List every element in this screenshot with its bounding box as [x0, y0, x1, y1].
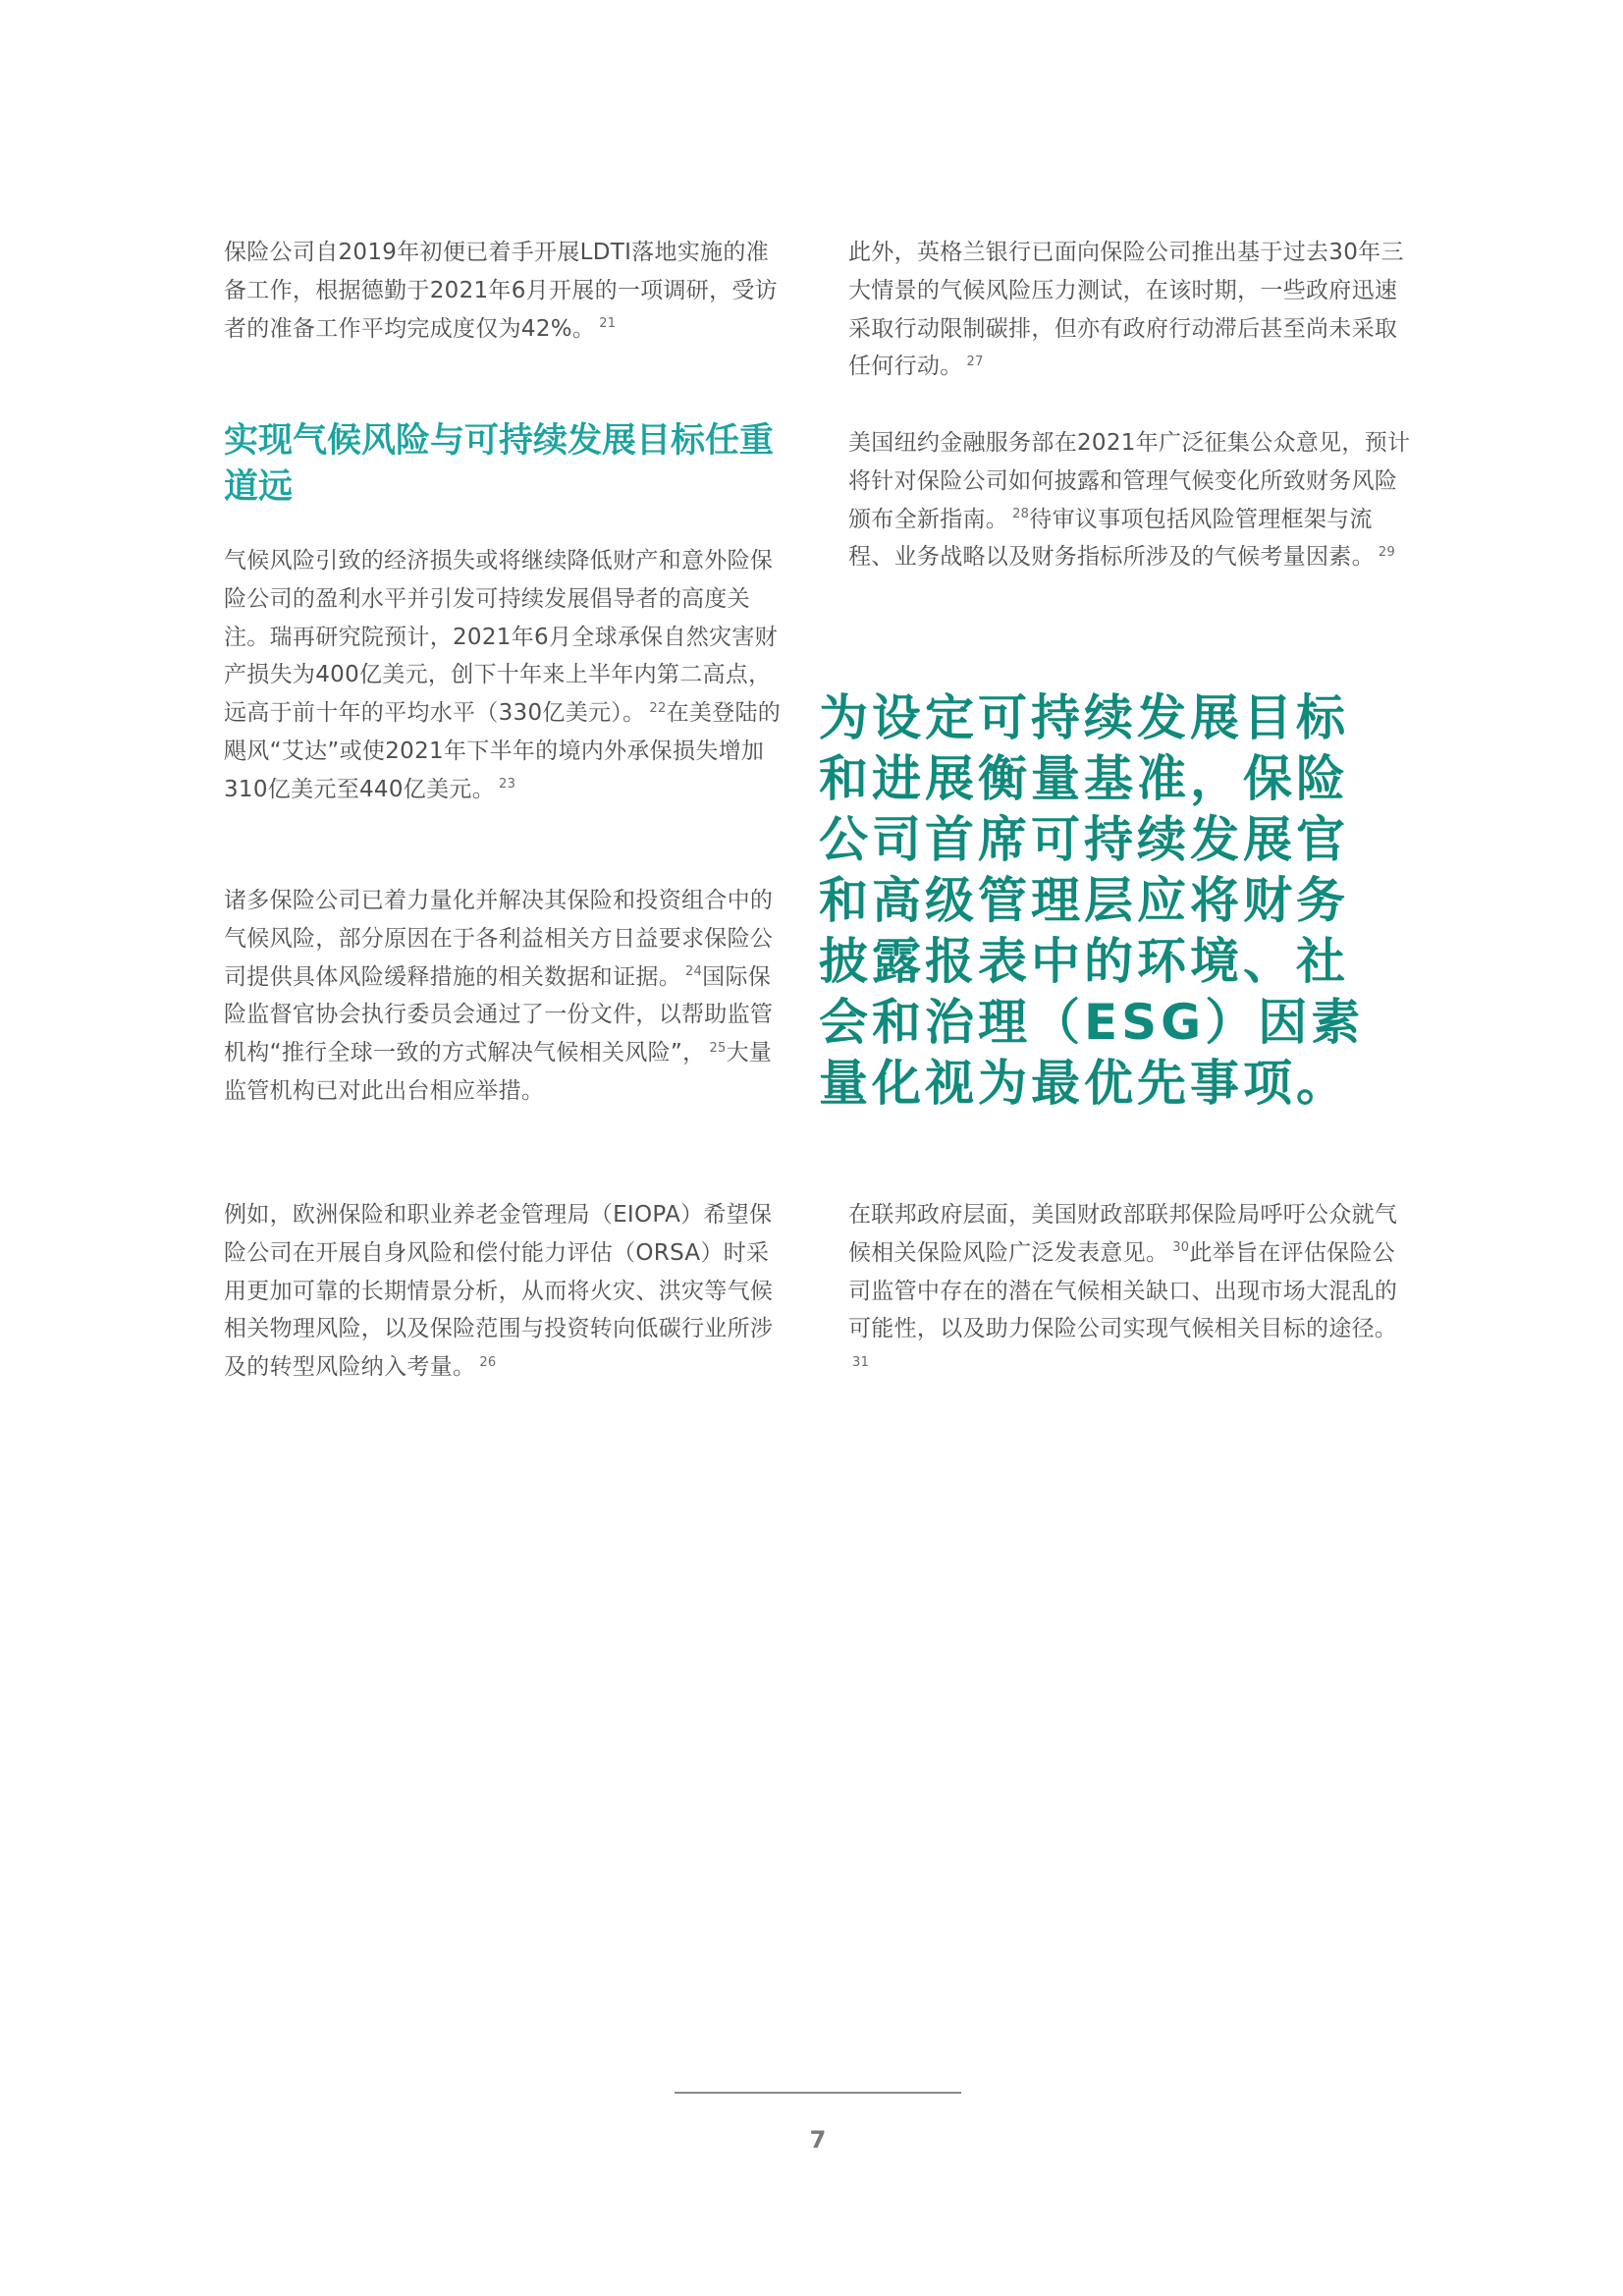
- paragraph-text: 待审议事项包括风险管理框架与流程、业务战略以及财务指标所涉及的气候考量因素。: [848, 506, 1375, 571]
- footnote-ref: 26: [479, 1354, 497, 1370]
- paragraph-text: 国际保险监督官协会执行委员会通过了一份文件，以帮助监管机构“推行全球一致的方式解决气候相关风险”，: [224, 963, 774, 1066]
- footnote-ref: 31: [852, 1354, 870, 1370]
- footnote-ref: 24: [685, 963, 703, 979]
- paragraph-ldti: [224, 234, 788, 348]
- footnote-ref: 21: [599, 315, 617, 331]
- paragraph-boe: [848, 234, 1413, 386]
- section-heading: 实现气候风险与可持续发展目标任重道远: [224, 421, 775, 507]
- paragraph-text: 保险公司自2019年初便已着手开展LDTI落地实施的准备工作，根据德勤于2021年6月开展的一项调研，受访者的准备工作平均完成度仅为42%。: [224, 240, 778, 342]
- paragraph-text: 大量监管机构已对此出台相应举措。: [224, 1040, 773, 1104]
- paragraph-eiopa: [224, 1196, 788, 1387]
- paragraph-text: 例如，欧洲保险和职业养老金管理局（EIOPA）希望保险公司在开展自身风险和偿付能力评估（ORSA）时采用更加可靠的长期情景分析，从而将火灾、洪灾等气候相关物理风险，以及保险范围与投资转向低碳行业所涉及的转型风险纳入考量。: [224, 1202, 774, 1381]
- paragraph-nydfs: [848, 424, 1413, 576]
- footnote-ref: 29: [1378, 544, 1396, 560]
- paragraph-text: 诸多保险公司已着力量化并解决其保险和投资组合中的气候风险，部分原因在于各利益相关方日益要求保险公司提供具体风险缓释措施的相关数据和证据。: [224, 888, 774, 990]
- paragraph-text: 美国纽约金融服务部在2021年广泛征集公众意见，预计将针对保险公司如何披露和管理气候变化所致财务风险颁布全新指南。: [848, 430, 1411, 532]
- footnote-ref: 27: [966, 354, 984, 369]
- footnote-ref: 22: [649, 700, 667, 716]
- paragraph-text: 在联邦政府层面，美国财政部联邦保险局呼吁公众就气候相关保险风险广泛发表意见。: [848, 1202, 1398, 1266]
- page-number: 7: [809, 2126, 827, 2154]
- pull-quote: 为设定可持续发展目标和进展衡量基准，保险公司首席可持续发展官和高级管理层应将财务披露报表中的环境、社会和治理（ESG）因素量化视为最优先事项。: [819, 689, 1365, 1112]
- footnote-ref: 30: [1172, 1240, 1190, 1256]
- paragraph-portfolio-risk: [224, 882, 788, 1111]
- paragraph-climate-losses: [224, 542, 788, 809]
- footnote-ref: 23: [499, 777, 516, 793]
- footer-divider: [675, 2092, 961, 2094]
- paragraph-fio: [848, 1196, 1413, 1387]
- footnote-ref: 28: [1012, 506, 1030, 521]
- paragraph-text: 此举旨在评估保险公司监管中存在的潜在气候相关缺口、出现市场大混乱的可能性，以及助力保险公司实现气候相关目标的途径。: [848, 1239, 1398, 1342]
- footnote-ref: 25: [709, 1040, 727, 1056]
- paragraph-text: 在美登陆的飓风“艾达”或使2021年下半年的境内外承保损失增加310亿美元至440亿美元。: [224, 700, 782, 802]
- paragraph-text: 气候风险引致的经济损失或将继续降低财产和意外险保险公司的盈利水平并引发可持续发展倡导者的高度关注。瑞再研究院预计，2021年6月全球承保自然灾害财产损失为400亿美元，创下十年来上半年内第二高点，远高于前十年的平均水平（330亿美元）。: [224, 548, 778, 727]
- paragraph-text: 此外，英格兰银行已面向保险公司推出基于过去30年三大情景的气候风险压力测试，在该时期，一些政府迅速采取行动限制碳排，但亦有政府行动滞后甚至尚未采取任何行动。: [848, 240, 1404, 380]
